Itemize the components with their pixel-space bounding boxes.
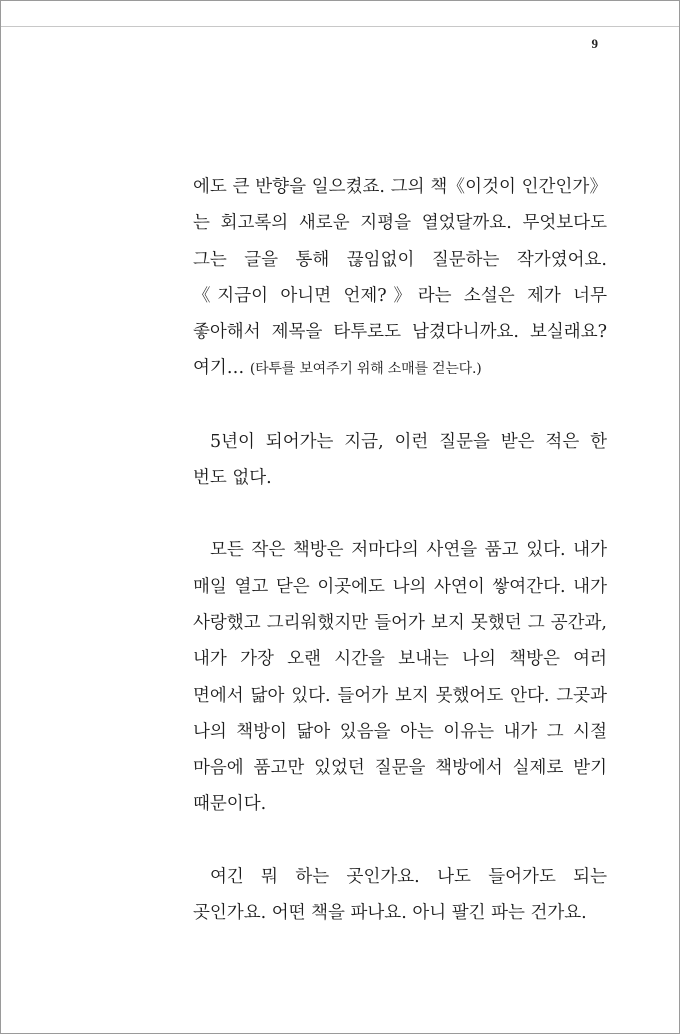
stage-direction-note: (타투를 보여주기 위해 소매를 걷는다.) [249,361,482,378]
page-number: 9 [591,36,598,51]
header-rule [1,26,679,27]
paragraph-2: 5년이 되어가는 지금, 이런 질문을 받은 적은 한 번도 없다. [193,431,607,489]
paragraph-4: 여긴 뭐 하는 곳인가요. 나도 들어가도 되는 곳인가요. 어떤 책을 파나요. 아니 팔긴 파는 건가요. [193,866,607,924]
paragraph-3: 모든 작은 책방은 저마다의 사연을 품고 있다. 내가 매일 열고 닫은 이곳에도 나의 사연이 쌓여간다. 내가 사랑했고 그리워했지만 들어가 보지 못했던 그 공간과, 내가 가장 오랜 시간을 보내는 나의 책방은 여러 면에서 닮아 있다. 들어가 보지 못했어도 안다. 그곳과 나의 책방이 닮아 있음을 아는 이유는 내가 그 시절 마음에 품고만 있었던 질문을 책방에서 실제로 받기 때문이다. [193,540,607,815]
paragraph-1 [193,169,607,388]
body-text [193,169,607,931]
paragraph-1-text: 에도 큰 반향을 일으켰죠. 그의 책《이것이 인간인가》는 회고록의 새로운 지평을 열었달까요. 무엇보다도 그는 글을 통해 끊임없이 질문하는 작가였어요.《지금이 아니면 언제?》라는 소설은 제가 너무 좋아해서 제목을 타투로도 남겼다니까요. 보실래요? 여기… [193,177,607,379]
